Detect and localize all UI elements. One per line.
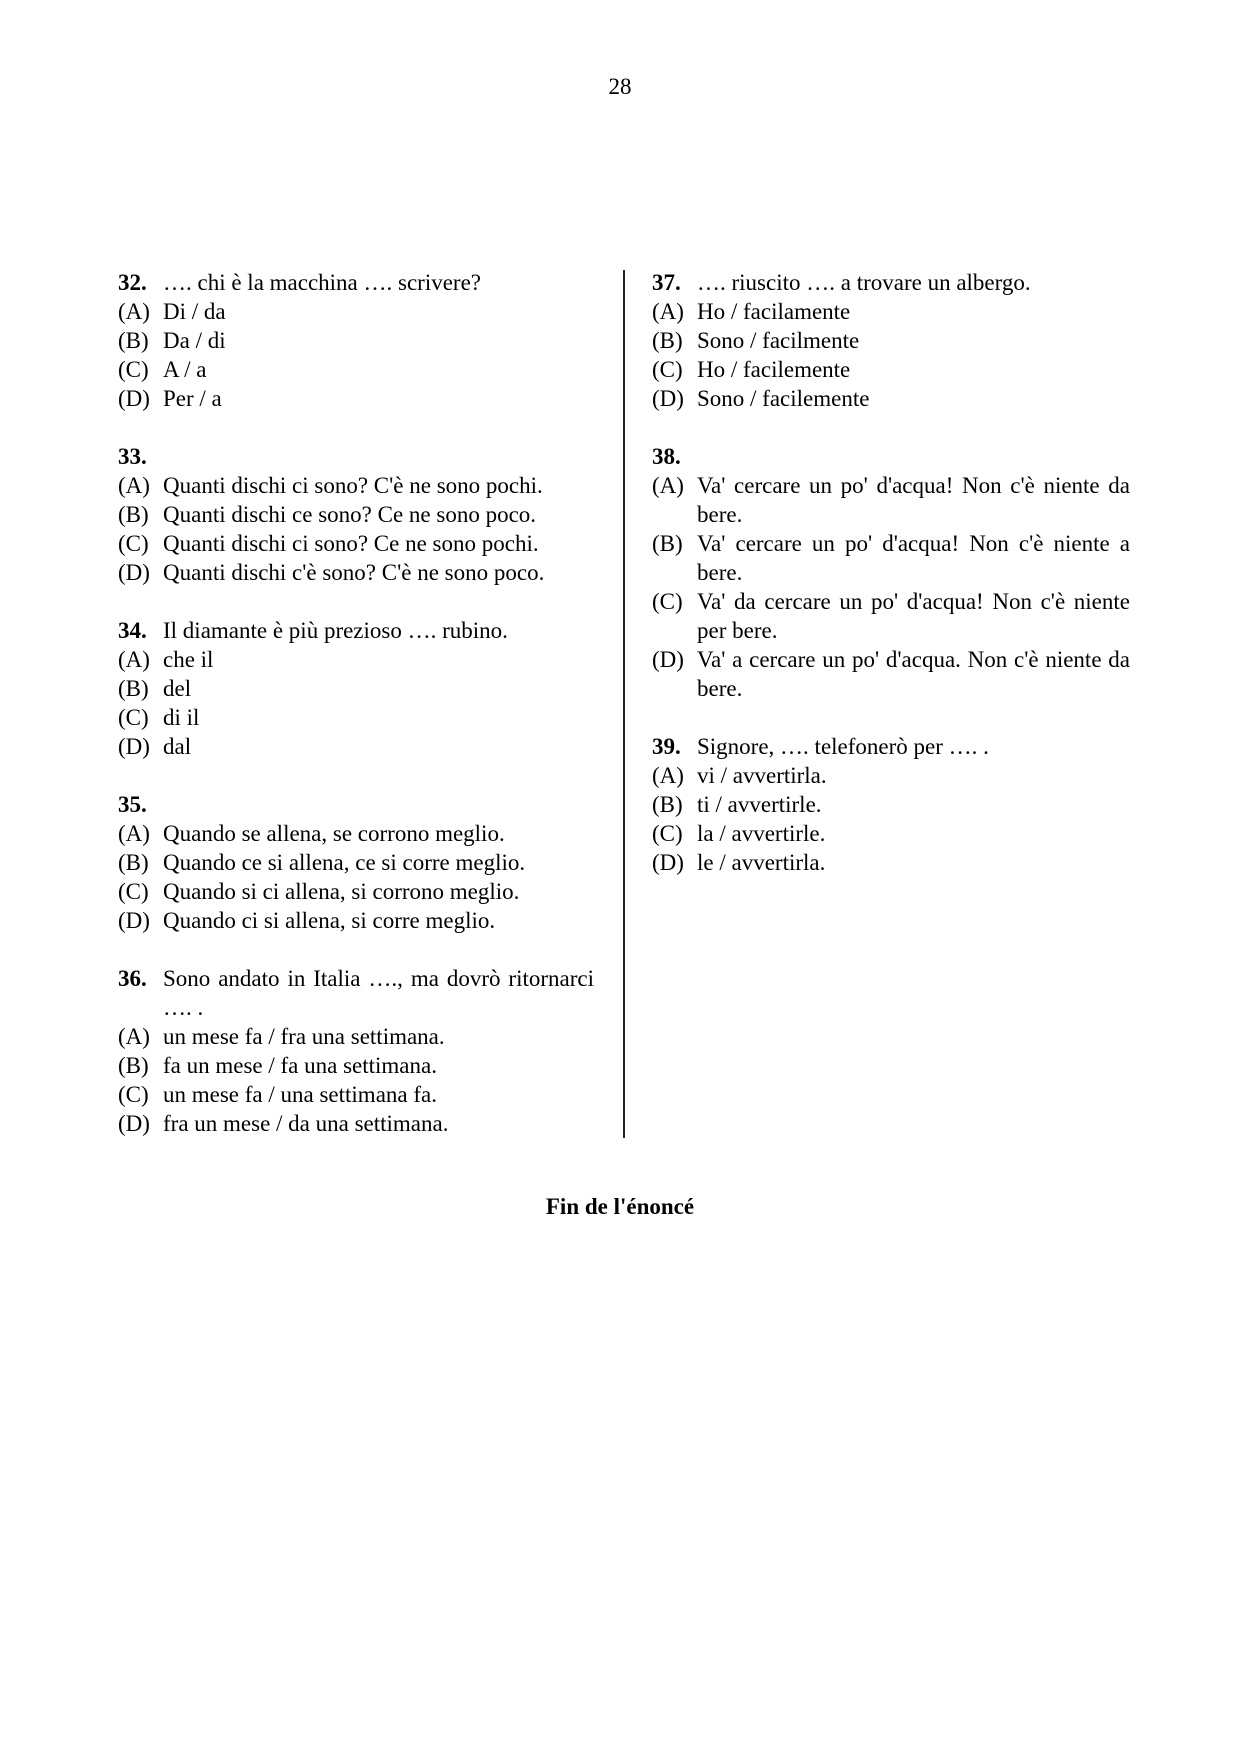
end-of-statement: Fin de l'énoncé xyxy=(545,1194,695,1219)
option-text: del xyxy=(163,676,192,701)
option-c[interactable] xyxy=(118,703,594,732)
option-a[interactable] xyxy=(118,819,594,848)
option-b[interactable] xyxy=(118,674,594,703)
question-32 xyxy=(118,268,594,413)
option-label: (C) xyxy=(118,531,149,556)
option-label: (C) xyxy=(118,357,149,382)
option-c[interactable] xyxy=(118,877,594,906)
option-c[interactable] xyxy=(652,355,1130,384)
option-label: (C) xyxy=(652,357,683,382)
question-number: 37. xyxy=(652,270,681,295)
option-c[interactable] xyxy=(652,819,1130,848)
option-b[interactable] xyxy=(118,326,594,355)
option-label: (C) xyxy=(118,879,149,904)
option-text: di il xyxy=(163,705,200,730)
option-a[interactable] xyxy=(118,1022,594,1051)
right-column xyxy=(652,268,1130,906)
option-d[interactable] xyxy=(118,1109,594,1138)
option-label: (B) xyxy=(652,328,683,353)
question-stem xyxy=(163,442,594,471)
question-33 xyxy=(118,442,594,587)
option-text: Quando ce si allena, ce si corre meglio. xyxy=(163,850,526,875)
option-d[interactable] xyxy=(652,645,1130,703)
option-a[interactable] xyxy=(118,471,594,500)
option-label: (D) xyxy=(652,850,684,875)
option-a[interactable] xyxy=(118,297,594,326)
question-number: 33. xyxy=(118,444,147,469)
option-b[interactable] xyxy=(118,1051,594,1080)
option-label: (D) xyxy=(118,560,150,585)
option-text: Va' cercare un po' d'acqua! Non c'è niente a bere. xyxy=(697,531,1130,585)
option-text: vi / avvertirla. xyxy=(697,763,827,788)
option-label: (D) xyxy=(652,647,684,672)
option-c[interactable] xyxy=(118,355,594,384)
question-number: 36. xyxy=(118,966,147,991)
option-label: (B) xyxy=(118,502,149,527)
option-text: fa un mese / fa una settimana. xyxy=(163,1053,437,1078)
option-b[interactable] xyxy=(652,326,1130,355)
option-label: (A) xyxy=(118,1024,150,1049)
option-d[interactable] xyxy=(118,384,594,413)
question-number: 38. xyxy=(652,444,681,469)
question-number: 32. xyxy=(118,270,147,295)
option-a[interactable] xyxy=(652,761,1130,790)
option-label: (D) xyxy=(652,386,684,411)
option-text: Per / a xyxy=(163,386,222,411)
question-35 xyxy=(118,790,594,935)
option-d[interactable] xyxy=(118,906,594,935)
question-stem xyxy=(163,790,594,819)
option-text: le / avvertirla. xyxy=(697,850,826,875)
option-d[interactable] xyxy=(118,732,594,761)
option-text: Quanti dischi ce sono? Ce ne sono poco. xyxy=(163,502,537,527)
option-label: (B) xyxy=(118,1053,149,1078)
option-text: Quando ci si allena, si corre meglio. xyxy=(163,908,496,933)
question-39 xyxy=(652,732,1130,877)
option-label: (A) xyxy=(118,473,150,498)
option-label: (C) xyxy=(652,821,683,846)
question-number: 34. xyxy=(118,618,147,643)
question-stem: …. chi è la macchina …. scrivere? xyxy=(163,270,482,295)
option-text: un mese fa / una settimana fa. xyxy=(163,1082,437,1107)
option-text: Va' cercare un po' d'acqua! Non c'è niente da bere. xyxy=(697,473,1130,527)
option-text: Sono / facilmente xyxy=(697,328,860,353)
option-text: la / avvertirle. xyxy=(697,821,826,846)
option-label: (D) xyxy=(118,386,150,411)
option-text: ti / avvertirle. xyxy=(697,792,822,817)
question-stem: Signore, …. telefonerò per …. . xyxy=(697,734,989,759)
option-text: Quanti dischi ci sono? C'è ne sono pochi. xyxy=(163,473,543,498)
option-label: (C) xyxy=(118,1082,149,1107)
option-text: Quanti dischi ci sono? Ce ne sono pochi. xyxy=(163,531,539,556)
option-text: Quando se allena, se corrono meglio. xyxy=(163,821,505,846)
option-text: Ho / facilamente xyxy=(697,299,851,324)
option-a[interactable] xyxy=(652,297,1130,326)
option-text: A / a xyxy=(163,357,207,382)
option-b[interactable] xyxy=(652,529,1130,587)
question-stem: Il diamante è più prezioso …. rubino. xyxy=(163,618,508,643)
option-label: (B) xyxy=(118,676,149,701)
option-text: dal xyxy=(163,734,192,759)
option-text: un mese fa / fra una settimana. xyxy=(163,1024,445,1049)
question-number: 35. xyxy=(118,792,147,817)
option-a[interactable] xyxy=(118,645,594,674)
option-text: Ho / facilemente xyxy=(697,357,851,382)
option-text: Va' da cercare un po' d'acqua! Non c'è niente per bere. xyxy=(697,589,1130,643)
option-d[interactable] xyxy=(118,558,594,587)
option-d[interactable] xyxy=(652,384,1130,413)
option-label: (D) xyxy=(118,734,150,759)
option-d[interactable] xyxy=(652,848,1130,877)
option-text: Quanti dischi c'è sono? C'è ne sono poco. xyxy=(163,560,545,585)
option-label: (B) xyxy=(652,531,683,556)
option-label: (C) xyxy=(118,705,149,730)
option-a[interactable] xyxy=(652,471,1130,529)
option-b[interactable] xyxy=(118,848,594,877)
page-number: 28 xyxy=(608,74,632,99)
option-c[interactable] xyxy=(652,587,1130,645)
question-37 xyxy=(652,268,1130,413)
option-label: (A) xyxy=(118,647,150,672)
option-b[interactable] xyxy=(652,790,1130,819)
question-stem: Sono andato in Italia …., ma dovrò ritornarci …. . xyxy=(163,966,594,1020)
left-column xyxy=(118,268,594,1167)
option-label: (D) xyxy=(118,908,150,933)
option-text: Da / di xyxy=(163,328,226,353)
option-label: (A) xyxy=(652,473,684,498)
column-divider xyxy=(623,270,625,1138)
option-label: (B) xyxy=(652,792,683,817)
option-c[interactable] xyxy=(118,529,594,558)
option-label: (B) xyxy=(118,328,149,353)
question-stem xyxy=(697,442,1130,471)
option-b[interactable] xyxy=(118,500,594,529)
question-36 xyxy=(118,964,594,1138)
option-text: che il xyxy=(163,647,214,672)
question-38 xyxy=(652,442,1130,703)
option-label: (A) xyxy=(118,299,150,324)
option-text: Quando si ci allena, si corrono meglio. xyxy=(163,879,520,904)
option-label: (A) xyxy=(652,299,684,324)
option-c[interactable] xyxy=(118,1080,594,1109)
option-text: fra un mese / da una settimana. xyxy=(163,1111,449,1136)
option-label: (A) xyxy=(652,763,684,788)
option-label: (A) xyxy=(118,821,150,846)
question-number: 39. xyxy=(652,734,681,759)
option-label: (D) xyxy=(118,1111,150,1136)
option-text: Va' a cercare un po' d'acqua. Non c'è niente da bere. xyxy=(697,647,1130,701)
option-label: (B) xyxy=(118,850,149,875)
question-34 xyxy=(118,616,594,761)
question-stem: …. riuscito …. a trovare un albergo. xyxy=(697,270,1031,295)
option-text: Sono / facilemente xyxy=(697,386,870,411)
option-label: (C) xyxy=(652,589,683,614)
option-text: Di / da xyxy=(163,299,226,324)
